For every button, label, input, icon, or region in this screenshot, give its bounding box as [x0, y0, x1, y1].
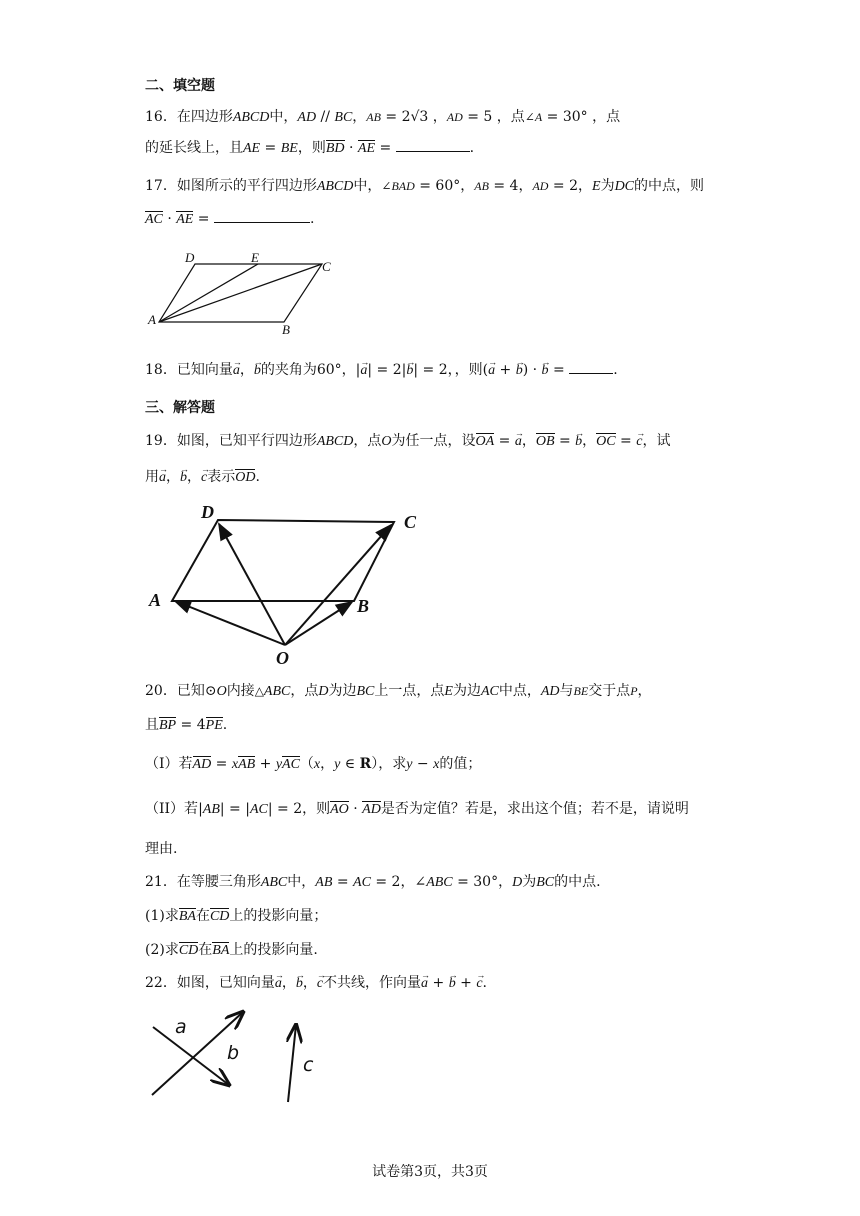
label-B: B — [357, 596, 370, 616]
question-20-part-1: （I）若AD = xAB + yAC（x，y ∈ R），求y − x的值； — [145, 754, 481, 775]
answer-blank-16[interactable] — [396, 137, 470, 152]
question-21-line-1: 21．在等腰三角形ABC中，AB = AC = 2，∠ABC = 30°，D为BC的中点. — [145, 874, 601, 890]
question-16-line-2: 的延长线上，且AE = BE，则BD · AE = . — [145, 137, 474, 159]
answer-blank-17[interactable] — [214, 208, 310, 223]
vector-c-arrow — [288, 1025, 296, 1102]
section-answer-title: 三、解答题 — [145, 400, 215, 416]
figure-22-vectors — [145, 1005, 335, 1110]
label-D: D — [201, 502, 214, 522]
label-E: E — [251, 250, 259, 265]
question-19-line-1: 19．如图，已知平行四边形ABCD，点O为任一点，设OA = → a，OB = → b，OC = → c，试 — [145, 431, 670, 452]
question-20-line-2: 且BP = 4PE. — [145, 715, 227, 736]
label-A: A — [148, 312, 156, 327]
question-21-part-1: (1)求BA在CD上的投影向量； — [145, 906, 327, 927]
question-21-part-2: (2)求CD在BA上的投影向量. — [145, 940, 318, 961]
question-16-line-1: 16．在四边形ABCD中，AD // BC，AB = 2√3 ，AD = 5 ，点∠A = 30° ，点 — [145, 109, 621, 125]
question-22: 22．如图，已知向量→ a，→ b，→ c不共线，作向量→ a + → b + → c. — [145, 973, 487, 994]
label-C: C — [322, 259, 331, 274]
label-c: c — [303, 1054, 314, 1076]
question-18: 18．已知向量→ a，→ b的夹角为60°，|→ a| = 2|→ b| = 2，，则(→ a + → b) · → b = . — [145, 359, 618, 381]
figure-17-parallelogram — [145, 248, 345, 336]
section-fill-in-title: 二、填空题 — [145, 78, 215, 94]
label-D: D — [185, 250, 195, 265]
question-20-part-2-cont: 理由. — [145, 841, 178, 857]
label-B: B — [282, 322, 290, 336]
page-footer: 试卷第3页，共3页 — [372, 1164, 488, 1180]
label-A: A — [149, 590, 162, 610]
question-17-line-2: AC · AE = . — [145, 208, 314, 230]
label-b: b — [227, 1042, 240, 1064]
answer-blank-18[interactable] — [569, 359, 613, 374]
label-C: C — [404, 512, 417, 532]
question-19-line-2: 用→ a，→ b，→ c表示OD. — [145, 467, 260, 488]
label-a: a — [175, 1016, 187, 1038]
label-O: O — [276, 648, 289, 668]
question-20-part-2: （II）若|AB| = |AC| = 2，则AO · AD是否为定值？若是，求出这个值；若不是，请说明 — [145, 799, 689, 820]
question-17-line-1: 17．如图所示的平行四边形ABCD中，∠BAD = 60°，AB = 4，AD = 2，E为DC的中点，则 — [145, 178, 705, 194]
question-20-line-1: 20．已知⊙O内接△ABC，点D为边BC上一点，点E为边AC中点，AD与BE交于点P， — [145, 683, 652, 699]
figure-19-parallelogram — [145, 500, 435, 670]
